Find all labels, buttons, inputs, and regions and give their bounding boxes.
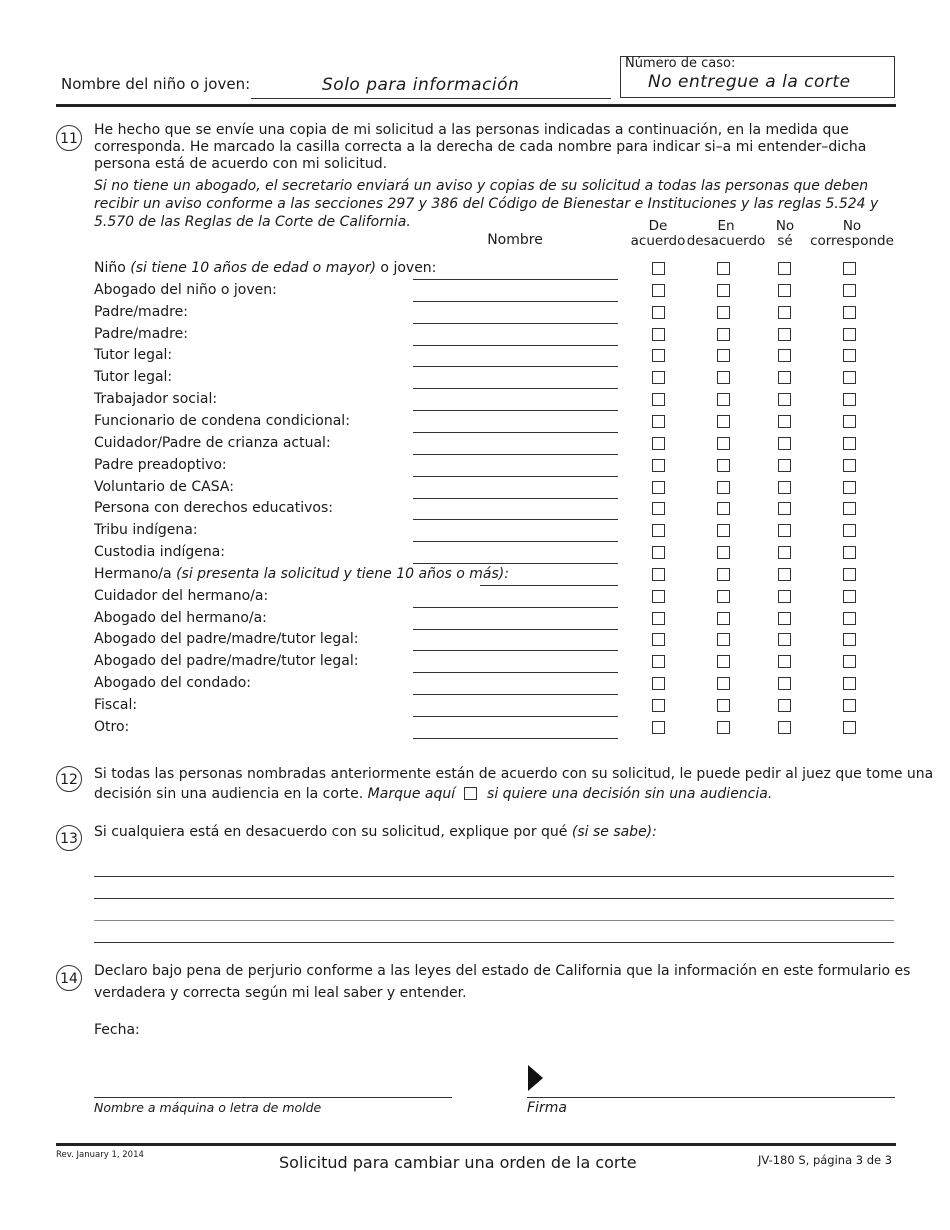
explanation-line-2[interactable] (94, 898, 894, 899)
row-label-text: Trabajador social: (94, 391, 218, 408)
checkbox-agree[interactable] (652, 459, 665, 472)
checkbox-disagree[interactable] (717, 437, 730, 450)
checkbox-agree[interactable] (652, 371, 665, 384)
checkbox-unknown[interactable] (778, 459, 791, 472)
checkbox-na[interactable] (843, 306, 856, 319)
row-label (94, 675, 251, 691)
checkbox-unknown[interactable] (778, 633, 791, 646)
checkbox-na[interactable] (843, 655, 856, 668)
row-name-line[interactable] (413, 541, 618, 542)
checkbox-disagree[interactable] (717, 306, 730, 319)
footer-page: JV-180 S, página 3 de 3 (758, 1153, 893, 1167)
row-label-text: Cuidador del hermano/a: (94, 587, 269, 604)
child-name-underline (251, 98, 611, 99)
checkbox-disagree[interactable] (717, 284, 730, 297)
checkbox-unknown[interactable] (778, 590, 791, 603)
checkbox-agree[interactable] (652, 481, 665, 494)
checkbox-unknown[interactable] (778, 677, 791, 690)
checkbox-unknown[interactable] (778, 306, 791, 319)
row-label-note: (si presenta la solicitud y tiene 10 años o más): (176, 565, 509, 582)
item-12-text-1: Si todas las personas nombradas anteriormente están de acuerdo con su solicitud, le puede pedir al juez que tome una (94, 766, 934, 782)
checkbox-na[interactable] (843, 568, 856, 581)
checkbox-disagree[interactable] (717, 590, 730, 603)
row-label (94, 697, 137, 713)
row-label (94, 653, 358, 669)
checkbox-unknown[interactable] (778, 699, 791, 712)
checkbox-na[interactable] (843, 502, 856, 515)
printed-name-caption: Nombre a máquina o letra de molde (94, 1100, 322, 1115)
signature-line[interactable] (527, 1097, 895, 1098)
row-label-text: Funcionario de condena condicional: (94, 412, 350, 429)
checkbox-disagree[interactable] (717, 349, 730, 362)
row-name-line[interactable] (413, 498, 618, 499)
checkbox-agree[interactable] (652, 612, 665, 625)
checkbox-na[interactable] (843, 349, 856, 362)
checkbox-agree[interactable] (652, 306, 665, 319)
item-13-line (94, 823, 657, 841)
item-13-number: 13 (56, 825, 82, 851)
checkbox-na[interactable] (843, 371, 856, 384)
row-name-line[interactable] (413, 410, 618, 411)
checkbox-disagree[interactable] (717, 328, 730, 341)
column-header-disagree-line2: desacuerdo (686, 233, 766, 249)
row-label-text: Voluntario de CASA: (94, 478, 234, 495)
checkbox-agree[interactable] (652, 284, 665, 297)
checkbox-agree[interactable] (652, 721, 665, 734)
item-11-italic-1: Si no tiene un abogado, el secretario enviará un aviso y copias de su solicitud a todas las personas que deben (94, 178, 869, 194)
row-name-line[interactable] (480, 585, 618, 586)
row-name-line[interactable] (413, 476, 618, 477)
explanation-line-3[interactable] (94, 920, 894, 921)
checkbox-na[interactable] (843, 633, 856, 646)
row-label-text: Abogado del padre/madre/tutor legal: (94, 653, 359, 670)
row-label (94, 326, 188, 342)
checkbox-disagree[interactable] (717, 459, 730, 472)
checkbox-unknown[interactable] (778, 655, 791, 668)
row-name-line[interactable] (413, 432, 618, 433)
checkbox-unknown[interactable] (778, 262, 791, 275)
row-label-text: Cuidador/Padre de crianza actual: (94, 434, 331, 451)
item-14-text-1: Declaro bajo pena de perjurio conforme a las leyes del estado de California que la información en este formulario es (94, 963, 911, 979)
checkbox-agree[interactable] (652, 699, 665, 712)
row-name-line[interactable] (413, 279, 618, 280)
row-label (94, 391, 217, 407)
column-header-disagree-line1: En (717, 218, 735, 234)
checkbox-agree[interactable] (652, 415, 665, 428)
row-label (94, 457, 227, 473)
printed-name-line[interactable] (94, 1097, 452, 1098)
checkbox-na[interactable] (843, 524, 856, 537)
item-12-line-2 (94, 785, 772, 803)
checkbox-unknown[interactable] (778, 481, 791, 494)
column-header-unknown (765, 219, 805, 249)
column-header-unknown-line1: No (775, 218, 795, 234)
checkbox-disagree[interactable] (717, 721, 730, 734)
checkbox-na[interactable] (843, 481, 856, 494)
row-label-text: Tribu indígena: (94, 522, 198, 539)
row-name-line[interactable] (413, 629, 618, 630)
checkbox-na[interactable] (843, 590, 856, 603)
column-header-na-line2: corresponde (810, 233, 894, 249)
checkbox-na[interactable] (843, 699, 856, 712)
checkbox-disagree[interactable] (717, 699, 730, 712)
row-label-text: Fiscal: (94, 697, 138, 713)
row-label-text: Padre/madre: (94, 303, 188, 320)
row-name-line[interactable] (413, 366, 618, 367)
checkbox-unknown[interactable] (778, 284, 791, 297)
row-name-line[interactable] (413, 716, 618, 717)
checkbox-unknown[interactable] (778, 721, 791, 734)
explanation-line-4[interactable] (94, 942, 894, 943)
row-label (94, 369, 172, 385)
case-number-label: Número de caso: (625, 56, 736, 71)
item-12-number: 12 (56, 766, 82, 792)
checkbox-disagree[interactable] (717, 481, 730, 494)
checkbox-unknown[interactable] (778, 524, 791, 537)
footer-title: Solicitud para cambiar una orden de la corte (279, 1153, 637, 1172)
checkbox-na[interactable] (843, 612, 856, 625)
row-label (94, 566, 509, 582)
column-header-agree-line2: acuerdo (630, 233, 686, 249)
row-label (94, 610, 267, 626)
row-name-line[interactable] (413, 345, 618, 346)
row-name-line[interactable] (413, 738, 618, 739)
column-header-agree-line1: De (648, 218, 668, 234)
column-header-agree (628, 219, 688, 249)
date-label: Fecha: (94, 1022, 140, 1038)
checkbox-agree[interactable] (652, 590, 665, 603)
checkbox-disagree[interactable] (717, 502, 730, 515)
row-label (94, 544, 225, 560)
item-13-text: Si cualquiera está en desacuerdo con su solicitud, explique por qué (94, 824, 568, 840)
item-13-note: (si se sabe): (571, 824, 657, 840)
row-label-text: Custodia indígena: (94, 544, 226, 561)
checkbox-na[interactable] (843, 546, 856, 559)
item-11-text-3: persona está de acuerdo con mi solicitud. (94, 156, 388, 172)
row-label-text: Abogado del padre/madre/tutor legal: (94, 631, 359, 648)
checkbox-agree[interactable] (652, 437, 665, 450)
checkbox-disagree[interactable] (717, 524, 730, 537)
row-label (94, 282, 277, 298)
checkbox-disagree[interactable] (717, 633, 730, 646)
row-name-line[interactable] (413, 650, 618, 651)
checkbox-disagree[interactable] (717, 371, 730, 384)
row-label-text: Niño (94, 260, 126, 276)
checkbox-na[interactable] (843, 677, 856, 690)
item-12-mark-tail: si quiere una decisión sin una audiencia. (487, 786, 773, 802)
row-label (94, 588, 268, 604)
row-label (94, 435, 331, 451)
checkbox-disagree[interactable] (717, 677, 730, 690)
row-label-note: (si tiene 10 años de edad o mayor) (130, 260, 376, 276)
checkbox-agree[interactable] (652, 677, 665, 690)
checkbox-disagree[interactable] (717, 262, 730, 275)
checkbox-disagree[interactable] (717, 612, 730, 625)
checkbox-na[interactable] (843, 415, 856, 428)
checkbox-na[interactable] (843, 262, 856, 275)
footer-revision: Rev. January 1, 2014 (56, 1150, 144, 1160)
item-11-italic-3: 5.570 de las Reglas de la Corte de California. (94, 214, 411, 230)
row-name-line[interactable] (413, 323, 618, 324)
header-rule (56, 104, 896, 107)
checkbox-disagree[interactable] (717, 415, 730, 428)
item-14-number: 14 (56, 965, 82, 991)
row-name-line[interactable] (413, 694, 618, 695)
signature-arrow-icon (528, 1065, 544, 1091)
column-header-na (808, 219, 896, 249)
row-label-suffix: o joven: (375, 260, 437, 276)
column-header-unknown-line2: sé (777, 233, 793, 249)
row-name-line[interactable] (413, 563, 618, 564)
row-label (94, 522, 198, 538)
row-label (94, 304, 188, 320)
child-name-label: Nombre del niño o joven: (61, 75, 251, 93)
row-label (94, 413, 350, 429)
checkbox-na[interactable] (843, 721, 856, 734)
checkbox-agree[interactable] (652, 633, 665, 646)
item-11-text-1: He hecho que se envíe una copia de mi solicitud a las personas indicadas a continuación, en la medida que (94, 122, 849, 138)
row-label-text: Abogado del hermano/a: (94, 609, 267, 626)
checkbox-na[interactable] (843, 437, 856, 450)
item-12-mark-here: Marque aquí (367, 786, 456, 802)
row-label (94, 479, 234, 495)
checkbox-agree[interactable] (652, 568, 665, 581)
checkbox-na[interactable] (843, 459, 856, 472)
row-label-text: Abogado del niño o joven: (94, 281, 277, 298)
checkbox-unknown[interactable] (778, 415, 791, 428)
checkbox-na[interactable] (843, 328, 856, 341)
checkbox-agree[interactable] (652, 502, 665, 515)
checkbox-unknown[interactable] (778, 568, 791, 581)
checkbox-agree[interactable] (652, 328, 665, 341)
checkbox-agree[interactable] (652, 393, 665, 406)
checkbox-agree[interactable] (652, 349, 665, 362)
item-11-text-2: corresponda. He marcado la casilla correcta a la derecha de cada nombre para indicar si–a mi entender–dicha (94, 139, 867, 155)
row-label (94, 347, 172, 363)
item-11-italic-2: recibir un aviso conforme a las secciones 297 y 386 del Código de Bienestar e Instituciones y las reglas 5.524 y (94, 196, 879, 212)
row-label (94, 500, 333, 516)
case-number-value: No entregue a la corte (648, 72, 851, 92)
checkbox-disagree[interactable] (717, 546, 730, 559)
checkbox-disagree[interactable] (717, 655, 730, 668)
checkbox-unknown[interactable] (778, 502, 791, 515)
column-header-disagree (686, 219, 766, 249)
checkbox-agree[interactable] (652, 655, 665, 668)
checkbox-na[interactable] (843, 393, 856, 406)
row-label-text: Abogado del condado: (94, 675, 252, 692)
row-label (94, 631, 358, 647)
checkbox-disagree[interactable] (717, 393, 730, 406)
row-name-line[interactable] (413, 454, 618, 455)
row-name-line[interactable] (413, 672, 618, 673)
checkbox-agree[interactable] (652, 262, 665, 275)
row-label-text: Tutor legal: (94, 369, 173, 386)
checkbox-unknown[interactable] (778, 349, 791, 362)
footer-rule (56, 1143, 896, 1146)
child-name-value: Solo para información (322, 75, 520, 95)
item-14-text-2: verdadera y correcta según mi leal saber y entender. (94, 985, 467, 1001)
row-name-line[interactable] (413, 519, 618, 520)
row-name-line[interactable] (413, 607, 618, 608)
checkbox-disagree[interactable] (717, 568, 730, 581)
row-name-line[interactable] (413, 388, 618, 389)
row-label (94, 260, 436, 276)
checkbox-na[interactable] (843, 284, 856, 297)
item-11-number: 11 (56, 125, 82, 151)
checkbox-agree[interactable] (652, 546, 665, 559)
row-label-text: Padre/madre: (94, 325, 188, 342)
column-header-name: Nombre (487, 232, 543, 248)
signature-caption: Firma (527, 1100, 567, 1116)
checkbox-agree[interactable] (652, 524, 665, 537)
checkbox-unknown[interactable] (778, 612, 791, 625)
row-label-text: Tutor legal: (94, 347, 173, 364)
checkbox-unknown[interactable] (778, 371, 791, 384)
row-label-text: Otro: (94, 718, 130, 735)
explanation-line-1[interactable] (94, 876, 894, 877)
checkbox-unknown[interactable] (778, 546, 791, 559)
row-label (94, 719, 129, 735)
row-name-line[interactable] (413, 301, 618, 302)
checkbox-unknown[interactable] (778, 437, 791, 450)
row-label-text: Persona con derechos educativos: (94, 500, 333, 517)
row-label-text: Padre preadoptivo: (94, 456, 227, 473)
checkbox-unknown[interactable] (778, 328, 791, 341)
no-hearing-checkbox[interactable] (464, 787, 477, 800)
checkbox-unknown[interactable] (778, 393, 791, 406)
item-12-text-2: decisión sin una audiencia en la corte. (94, 786, 364, 802)
row-label-text: Hermano/a (94, 565, 172, 582)
column-header-na-line1: No (842, 218, 862, 234)
